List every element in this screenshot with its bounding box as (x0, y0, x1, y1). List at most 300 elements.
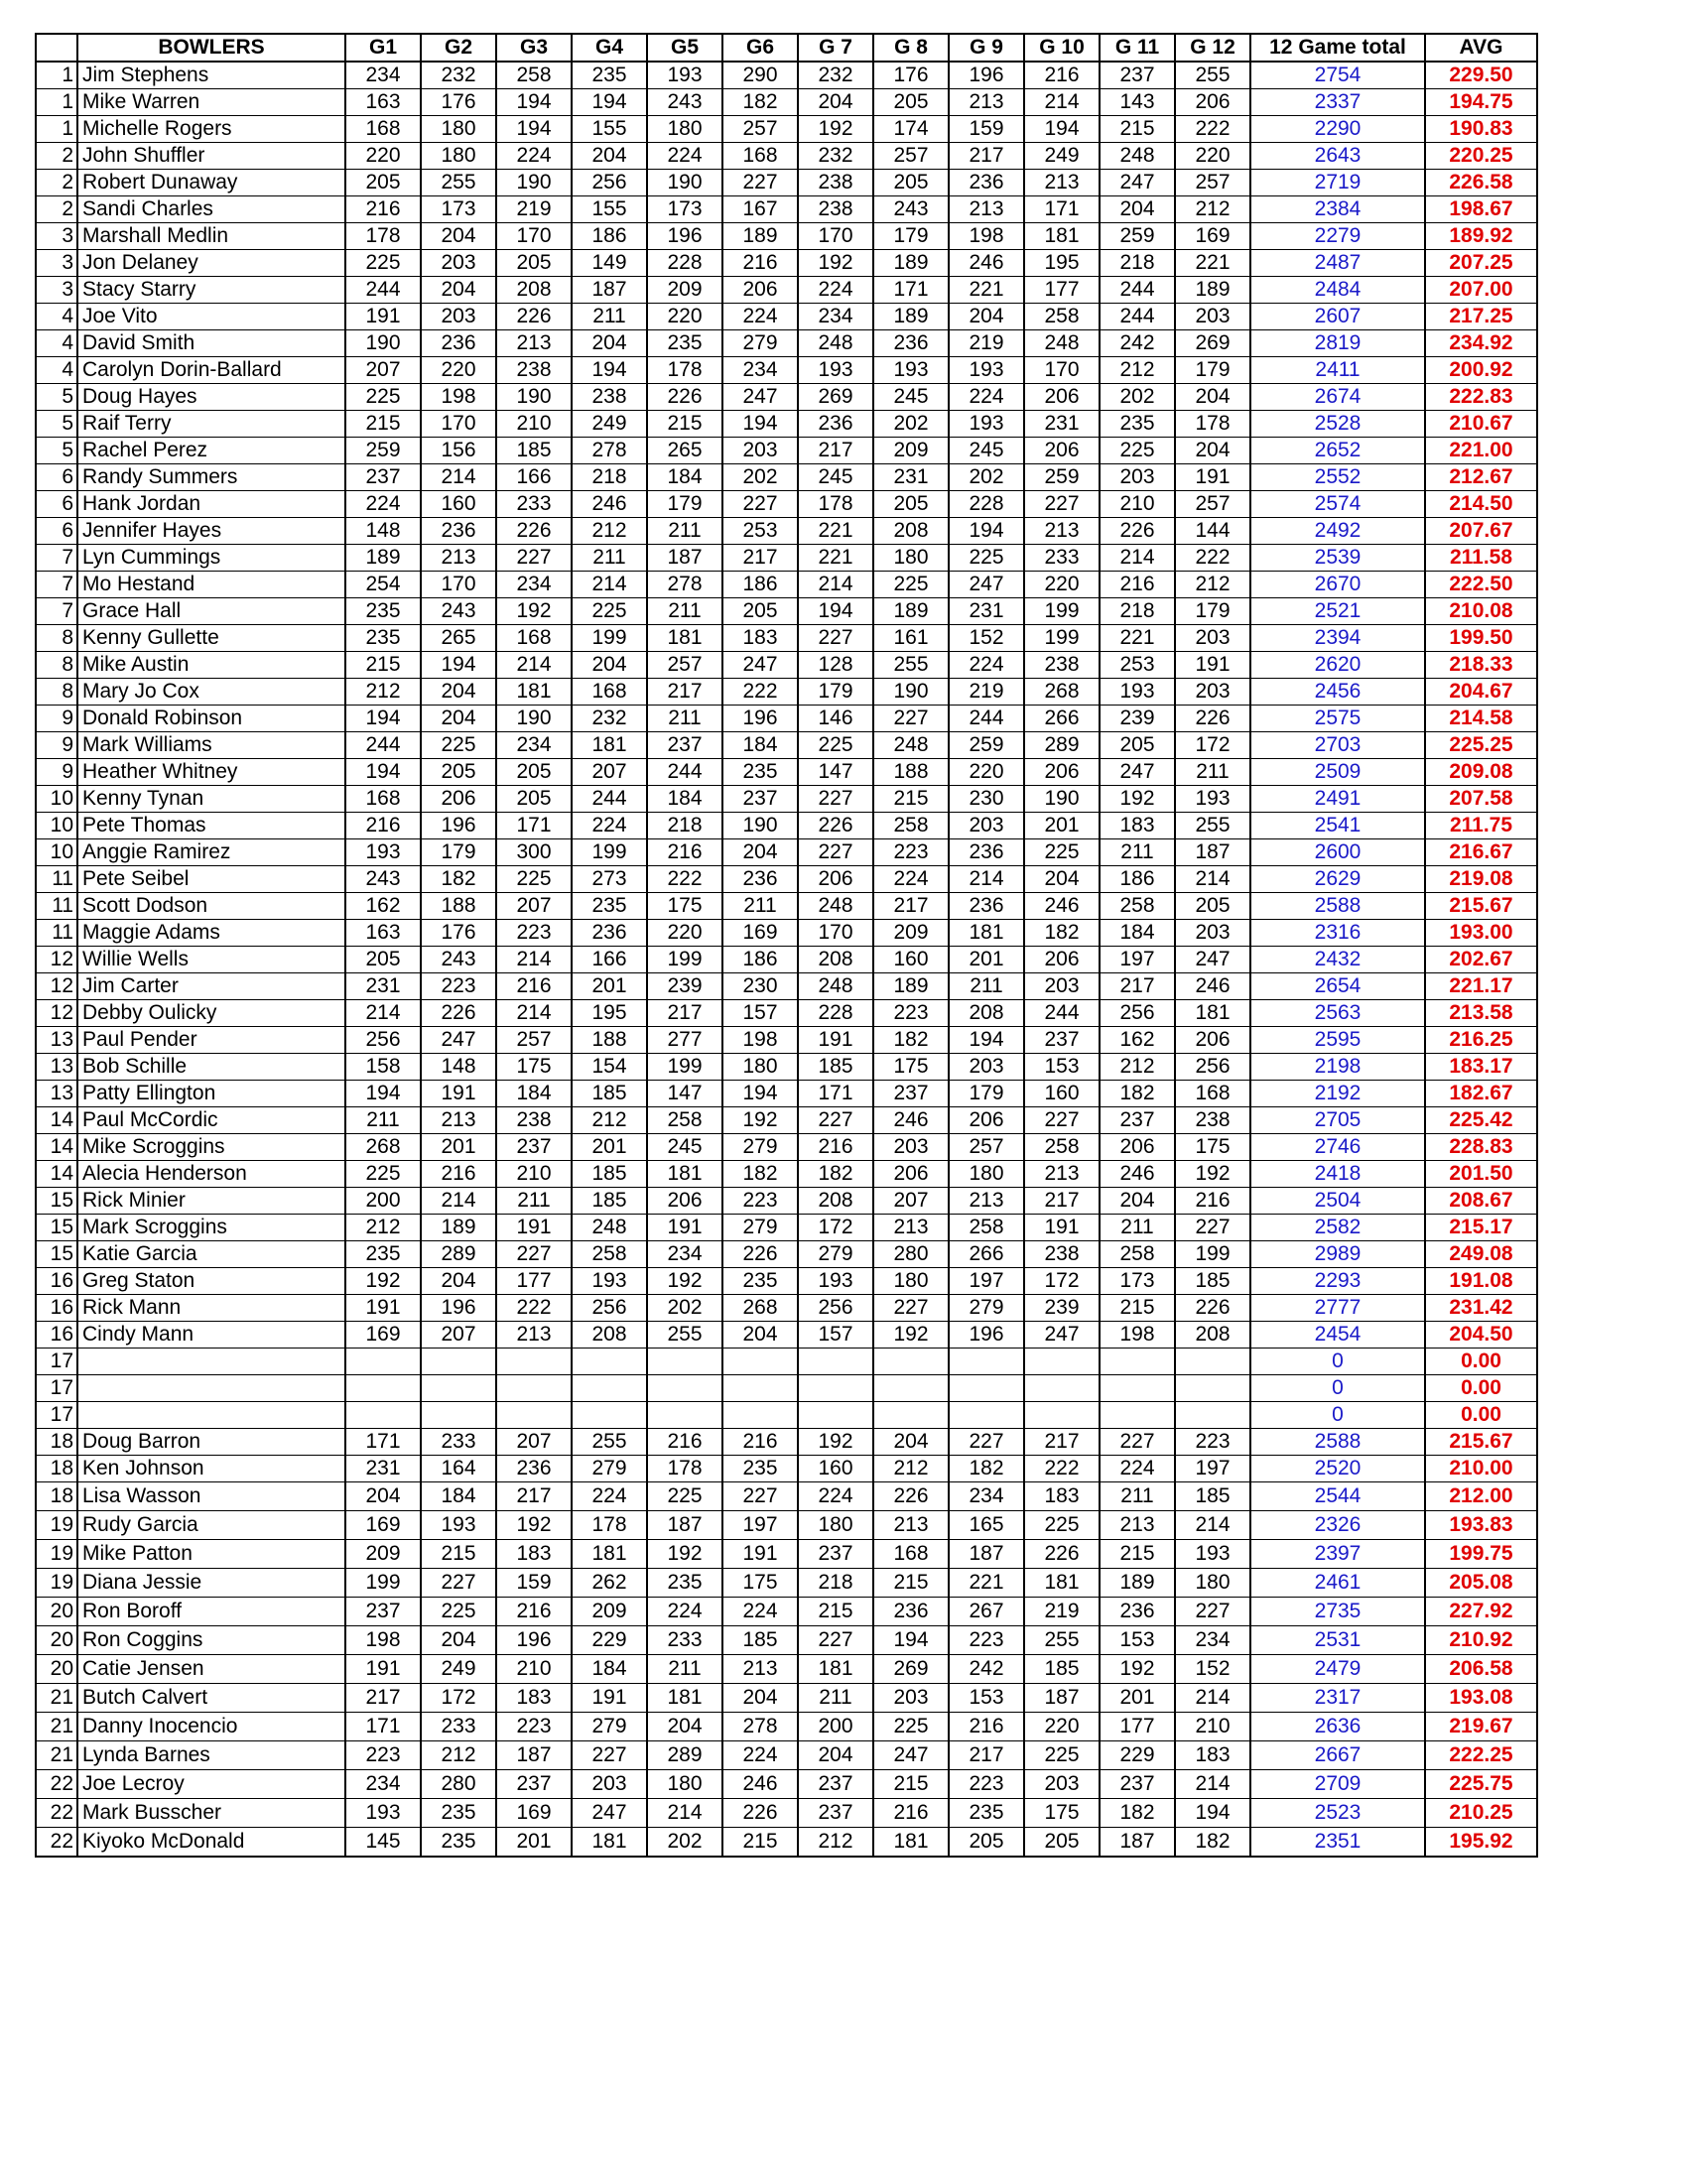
game-score: 199 (1024, 598, 1100, 625)
game-score: 201 (572, 1134, 647, 1161)
game-score: 191 (1175, 464, 1250, 491)
game-score: 196 (949, 1322, 1024, 1349)
game-score: 193 (798, 357, 873, 384)
game-score: 204 (722, 1684, 798, 1713)
game-score: 187 (949, 1540, 1024, 1569)
table-body (36, 62, 1537, 1857)
game-score: 202 (949, 464, 1024, 491)
game-score: 193 (1175, 786, 1250, 813)
game-score: 230 (722, 973, 798, 1000)
column-header: G 12 (1175, 34, 1250, 62)
game-score: 182 (949, 1456, 1024, 1482)
game-total: 2643 (1250, 143, 1425, 170)
game-score: 180 (647, 116, 722, 143)
game-score: 253 (722, 518, 798, 545)
game-score: 216 (722, 250, 798, 277)
game-total: 2384 (1250, 196, 1425, 223)
bowler-row (36, 1770, 1537, 1799)
game-score: 194 (722, 411, 798, 438)
bowler-name: Rudy Garcia (77, 1511, 345, 1540)
game-score: 153 (949, 1684, 1024, 1713)
game-score: 192 (345, 1268, 421, 1295)
game-score: 218 (647, 813, 722, 839)
game-score: 206 (421, 786, 496, 813)
game-score: 213 (949, 89, 1024, 116)
game-score: 177 (1024, 277, 1100, 304)
game-score: 269 (1175, 330, 1250, 357)
game-score: 218 (572, 464, 647, 491)
game-score: 181 (572, 1828, 647, 1858)
team-number: 21 (36, 1741, 77, 1770)
game-score: 215 (647, 411, 722, 438)
game-score: 255 (1175, 62, 1250, 89)
game-total: 2461 (1250, 1569, 1425, 1598)
game-score: 199 (647, 947, 722, 973)
game-score: 225 (345, 384, 421, 411)
game-score: 203 (1175, 625, 1250, 652)
average: 220.25 (1425, 143, 1537, 170)
bowler-row (36, 196, 1537, 223)
column-header: G 7 (798, 34, 873, 62)
game-score: 220 (345, 143, 421, 170)
game-score: 183 (1175, 1741, 1250, 1770)
game-score: 212 (1100, 1054, 1175, 1081)
game-score: 225 (572, 598, 647, 625)
average: 183.17 (1425, 1054, 1537, 1081)
bowler-row (36, 1511, 1537, 1540)
game-score: 198 (345, 1626, 421, 1655)
game-score: 169 (345, 1511, 421, 1540)
game-score: 224 (798, 1482, 873, 1511)
game-score: 215 (1100, 1295, 1175, 1322)
game-score: 226 (647, 384, 722, 411)
game-score (496, 1349, 572, 1375)
game-score: 236 (421, 518, 496, 545)
game-score: 202 (1100, 384, 1175, 411)
game-score: 213 (873, 1511, 949, 1540)
team-number: 20 (36, 1598, 77, 1626)
game-score: 228 (798, 1000, 873, 1027)
game-total: 2491 (1250, 786, 1425, 813)
game-score: 236 (949, 170, 1024, 196)
game-score: 237 (496, 1134, 572, 1161)
game-score: 227 (1100, 1429, 1175, 1456)
column-header: AVG (1425, 34, 1537, 62)
game-score: 217 (949, 143, 1024, 170)
game-score: 245 (949, 438, 1024, 464)
game-score: 225 (1100, 438, 1175, 464)
game-score: 235 (345, 625, 421, 652)
game-score: 189 (873, 250, 949, 277)
game-score: 216 (421, 1161, 496, 1188)
game-score: 239 (1024, 1295, 1100, 1322)
column-header: G 9 (949, 34, 1024, 62)
team-number: 18 (36, 1482, 77, 1511)
bowler-name: Mike Warren (77, 89, 345, 116)
game-score: 269 (873, 1655, 949, 1684)
game-score: 243 (647, 89, 722, 116)
average: 210.92 (1425, 1626, 1537, 1655)
game-score: 201 (572, 973, 647, 1000)
game-total: 2492 (1250, 518, 1425, 545)
game-score: 225 (647, 1482, 722, 1511)
game-score (1100, 1402, 1175, 1429)
team-number: 15 (36, 1215, 77, 1241)
game-score: 234 (496, 572, 572, 598)
game-score: 189 (722, 223, 798, 250)
game-score: 209 (345, 1540, 421, 1569)
game-score: 279 (722, 330, 798, 357)
column-header: G2 (421, 34, 496, 62)
game-score: 204 (572, 143, 647, 170)
game-score: 196 (722, 706, 798, 732)
game-score: 172 (1024, 1268, 1100, 1295)
column-header: G 8 (873, 34, 949, 62)
game-score: 208 (1175, 1322, 1250, 1349)
game-score: 179 (647, 491, 722, 518)
game-score: 164 (421, 1456, 496, 1482)
team-number: 22 (36, 1828, 77, 1858)
bowler-row (36, 1375, 1537, 1402)
game-score: 181 (949, 920, 1024, 947)
team-number: 2 (36, 196, 77, 223)
game-score: 165 (949, 1511, 1024, 1540)
game-score: 193 (647, 62, 722, 89)
game-score: 206 (1024, 384, 1100, 411)
game-score: 215 (1100, 116, 1175, 143)
game-total: 2544 (1250, 1482, 1425, 1511)
game-score: 217 (345, 1684, 421, 1713)
game-score: 228 (647, 250, 722, 277)
game-score: 224 (798, 277, 873, 304)
game-score: 232 (798, 62, 873, 89)
game-score: 226 (421, 1000, 496, 1027)
game-score: 206 (873, 1161, 949, 1188)
game-score: 203 (1024, 1770, 1100, 1799)
bowler-row (36, 1482, 1537, 1511)
bowler-row (36, 1402, 1537, 1429)
team-number: 14 (36, 1161, 77, 1188)
bowler-name: Michelle Rogers (77, 116, 345, 143)
game-total: 2600 (1250, 839, 1425, 866)
game-score: 213 (1100, 1511, 1175, 1540)
bowler-name: Mo Hestand (77, 572, 345, 598)
game-score: 237 (345, 464, 421, 491)
game-score: 195 (1024, 250, 1100, 277)
bowler-name: Heather Whitney (77, 759, 345, 786)
game-score: 244 (345, 732, 421, 759)
game-score: 177 (496, 1268, 572, 1295)
average: 207.58 (1425, 786, 1537, 813)
game-total: 2574 (1250, 491, 1425, 518)
game-score: 181 (1175, 1000, 1250, 1027)
team-number: 2 (36, 143, 77, 170)
game-score: 185 (1175, 1482, 1250, 1511)
game-score: 258 (873, 813, 949, 839)
team-number: 20 (36, 1626, 77, 1655)
team-number: 11 (36, 893, 77, 920)
game-score (496, 1402, 572, 1429)
game-score: 247 (1100, 170, 1175, 196)
game-score: 209 (572, 1598, 647, 1626)
game-total: 2575 (1250, 706, 1425, 732)
game-score: 212 (1100, 357, 1175, 384)
game-score: 204 (345, 1482, 421, 1511)
game-score: 170 (798, 920, 873, 947)
bowler-row (36, 304, 1537, 330)
game-score: 180 (873, 545, 949, 572)
game-score: 221 (1175, 250, 1250, 277)
game-score: 235 (421, 1799, 496, 1828)
game-score: 206 (1024, 947, 1100, 973)
game-score: 200 (345, 1188, 421, 1215)
game-score: 204 (421, 706, 496, 732)
bowler-row (36, 1540, 1537, 1569)
game-score: 247 (1024, 1322, 1100, 1349)
game-score: 227 (798, 1107, 873, 1134)
game-score: 196 (421, 1295, 496, 1322)
bowler-row (36, 1107, 1537, 1134)
game-score: 192 (722, 1107, 798, 1134)
game-score: 204 (572, 652, 647, 679)
average: 207.25 (1425, 250, 1537, 277)
game-total: 2479 (1250, 1655, 1425, 1684)
bowler-name: Greg Staton (77, 1268, 345, 1295)
team-number: 9 (36, 706, 77, 732)
game-score: 255 (421, 170, 496, 196)
bowler-row (36, 357, 1537, 384)
bowler-name: Joe Lecroy (77, 1770, 345, 1799)
game-score: 213 (722, 1655, 798, 1684)
game-score: 256 (572, 1295, 647, 1322)
game-score: 224 (647, 143, 722, 170)
game-score: 290 (722, 62, 798, 89)
game-score: 227 (798, 1626, 873, 1655)
bowler-name: Ken Johnson (77, 1456, 345, 1482)
game-score: 217 (873, 893, 949, 920)
game-score: 196 (647, 223, 722, 250)
bowler-row (36, 1161, 1537, 1188)
game-score: 234 (345, 62, 421, 89)
game-score: 197 (722, 1511, 798, 1540)
game-total: 2595 (1250, 1027, 1425, 1054)
game-score: 239 (647, 973, 722, 1000)
average: 205.08 (1425, 1569, 1537, 1598)
average: 219.67 (1425, 1713, 1537, 1741)
game-score: 259 (949, 732, 1024, 759)
team-number: 12 (36, 1000, 77, 1027)
game-score: 189 (873, 598, 949, 625)
team-number: 21 (36, 1684, 77, 1713)
bowler-name: Rachel Perez (77, 438, 345, 464)
game-score: 184 (496, 1081, 572, 1107)
game-score: 170 (421, 411, 496, 438)
game-score: 208 (873, 518, 949, 545)
game-score: 203 (1100, 464, 1175, 491)
game-score: 207 (496, 893, 572, 920)
game-score: 244 (1024, 1000, 1100, 1027)
game-score: 204 (421, 223, 496, 250)
game-score: 207 (572, 759, 647, 786)
game-score: 235 (722, 1268, 798, 1295)
team-number: 16 (36, 1295, 77, 1322)
game-score: 236 (949, 893, 1024, 920)
game-score: 219 (949, 679, 1024, 706)
bowler-name: Patty Ellington (77, 1081, 345, 1107)
game-score: 184 (647, 786, 722, 813)
game-score: 268 (1024, 679, 1100, 706)
team-number: 6 (36, 464, 77, 491)
game-score: 218 (1100, 250, 1175, 277)
game-score: 259 (1024, 464, 1100, 491)
game-score: 258 (496, 62, 572, 89)
game-score: 206 (949, 1107, 1024, 1134)
game-score: 255 (1175, 813, 1250, 839)
game-score: 178 (647, 357, 722, 384)
game-score: 234 (647, 1241, 722, 1268)
game-score: 211 (647, 598, 722, 625)
bowler-row (36, 1456, 1537, 1482)
game-score: 144 (1175, 518, 1250, 545)
game-score: 279 (722, 1134, 798, 1161)
game-score: 205 (1175, 893, 1250, 920)
average: 225.25 (1425, 732, 1537, 759)
game-score: 214 (1024, 89, 1100, 116)
game-score: 279 (949, 1295, 1024, 1322)
game-score: 191 (421, 1081, 496, 1107)
game-total: 2504 (1250, 1188, 1425, 1215)
bowler-name: Pete Thomas (77, 813, 345, 839)
game-score: 229 (572, 1626, 647, 1655)
game-score: 249 (421, 1655, 496, 1684)
bowler-name: Debby Oulicky (77, 1000, 345, 1027)
game-score: 231 (345, 1456, 421, 1482)
bowler-name: Hank Jordan (77, 491, 345, 518)
game-score: 223 (949, 1626, 1024, 1655)
game-score: 214 (647, 1799, 722, 1828)
game-score: 216 (647, 839, 722, 866)
game-score: 181 (873, 1828, 949, 1858)
bowler-name: Cindy Mann (77, 1322, 345, 1349)
game-score: 211 (1100, 1215, 1175, 1241)
game-score: 206 (798, 866, 873, 893)
bowler-row (36, 1188, 1537, 1215)
game-total: 2432 (1250, 947, 1425, 973)
game-score: 245 (647, 1134, 722, 1161)
game-score: 201 (949, 947, 1024, 973)
game-score: 231 (1024, 411, 1100, 438)
game-score (949, 1402, 1024, 1429)
game-score: 226 (722, 1799, 798, 1828)
game-score: 212 (1175, 196, 1250, 223)
game-score: 245 (873, 384, 949, 411)
bowler-name: Mike Austin (77, 652, 345, 679)
game-score: 221 (1100, 625, 1175, 652)
game-score: 217 (1100, 973, 1175, 1000)
game-score: 186 (722, 572, 798, 598)
average: 0.00 (1425, 1402, 1537, 1429)
team-number: 1 (36, 116, 77, 143)
game-score: 222 (1024, 1456, 1100, 1482)
game-score (949, 1375, 1024, 1402)
game-score: 204 (798, 89, 873, 116)
game-score: 215 (1100, 1540, 1175, 1569)
game-score: 166 (496, 464, 572, 491)
game-score: 227 (949, 1429, 1024, 1456)
game-score: 147 (798, 759, 873, 786)
game-score: 173 (421, 196, 496, 223)
game-score (345, 1349, 421, 1375)
game-score: 212 (345, 679, 421, 706)
game-score: 185 (722, 1626, 798, 1655)
game-score: 194 (949, 1027, 1024, 1054)
team-number: 11 (36, 920, 77, 947)
bowler-name: Willie Wells (77, 947, 345, 973)
game-score: 236 (421, 330, 496, 357)
game-score: 244 (949, 706, 1024, 732)
game-score: 148 (345, 518, 421, 545)
bowler-row (36, 1081, 1537, 1107)
game-total: 2541 (1250, 813, 1425, 839)
game-score (572, 1349, 647, 1375)
bowler-name: Robert Dunaway (77, 170, 345, 196)
game-score: 178 (798, 491, 873, 518)
game-total: 2326 (1250, 1511, 1425, 1540)
bowler-row (36, 1655, 1537, 1684)
game-total: 2521 (1250, 598, 1425, 625)
bowler-name: Stacy Starry (77, 277, 345, 304)
game-total: 2620 (1250, 652, 1425, 679)
game-score: 235 (647, 1569, 722, 1598)
game-score: 236 (722, 866, 798, 893)
game-score: 163 (345, 89, 421, 116)
game-total: 2279 (1250, 223, 1425, 250)
bowler-row (36, 1799, 1537, 1828)
game-score: 225 (1024, 839, 1100, 866)
bowler-name: Randy Summers (77, 464, 345, 491)
game-score: 172 (1175, 732, 1250, 759)
game-score: 225 (345, 250, 421, 277)
game-score: 191 (647, 1215, 722, 1241)
game-score: 181 (647, 625, 722, 652)
game-score: 192 (496, 598, 572, 625)
game-score: 222 (1175, 545, 1250, 572)
game-score: 182 (722, 89, 798, 116)
game-score (496, 1375, 572, 1402)
game-score: 192 (1100, 1655, 1175, 1684)
team-number: 19 (36, 1511, 77, 1540)
game-score: 191 (496, 1215, 572, 1241)
game-score: 169 (345, 1322, 421, 1349)
game-score: 262 (572, 1569, 647, 1598)
game-score: 160 (421, 491, 496, 518)
game-score: 235 (572, 893, 647, 920)
game-score: 257 (873, 143, 949, 170)
game-score: 211 (1175, 759, 1250, 786)
game-score: 188 (873, 759, 949, 786)
game-total: 2754 (1250, 62, 1425, 89)
game-score: 190 (873, 679, 949, 706)
game-score: 213 (496, 1322, 572, 1349)
average: 208.67 (1425, 1188, 1537, 1215)
average: 214.58 (1425, 706, 1537, 732)
game-score: 226 (496, 518, 572, 545)
average: 0.00 (1425, 1375, 1537, 1402)
game-score: 199 (572, 625, 647, 652)
bowler-row (36, 411, 1537, 438)
game-score: 205 (496, 759, 572, 786)
header-row (36, 34, 1537, 62)
